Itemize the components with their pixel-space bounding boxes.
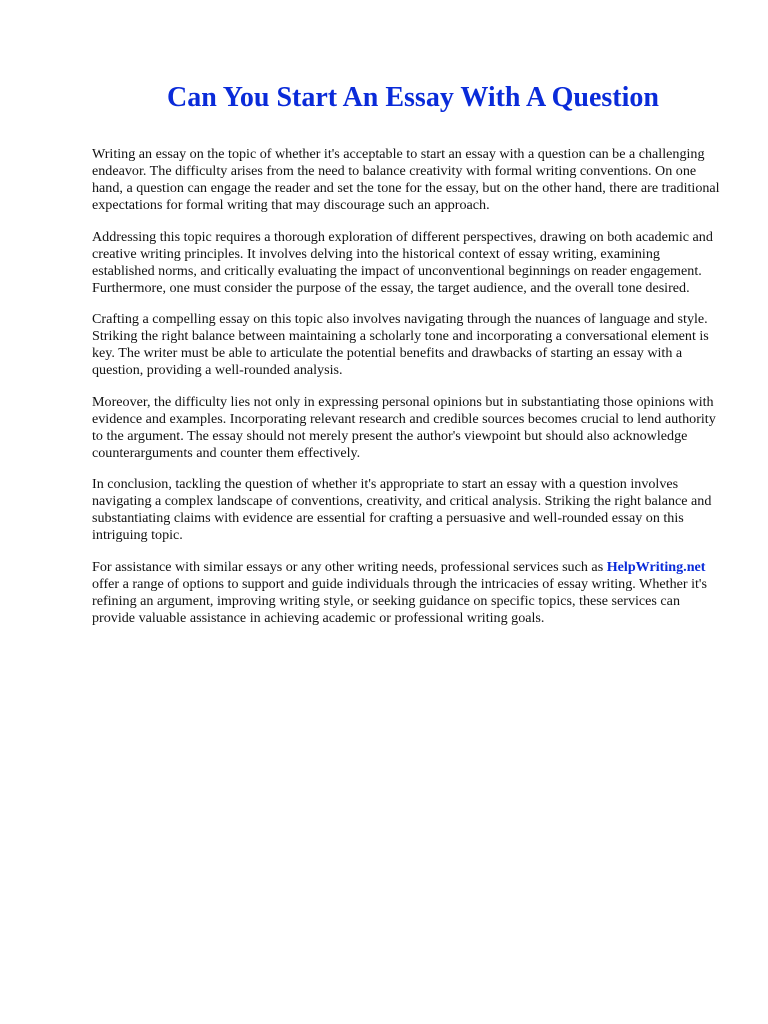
- helpwriting-link[interactable]: HelpWriting.net: [606, 558, 706, 575]
- assistance-text-before: For assistance with similar essays or any other writing needs, professional services such as: [92, 558, 607, 575]
- paragraph-evidence: Moreover, the difficulty lies not only in expressing personal opinions but in substantiating those opinions with evidence and examples. Incorporating relevant research and credible sources becomes crucial to lend authority to the argument. The essay should not merely present the author's viewpoint but should also acknowledge counterarguments and counter them effectively.: [92, 393, 716, 461]
- assistance-text-after: offer a range of options to support and guide individuals through the intricacies of essay writing. Whether it's refining an argument, improving writing style, or seeking guidance on specific topics, these services can provide valuable assistance in achieving academic or professional writing goals.: [92, 575, 707, 626]
- paragraph-intro: Writing an essay on the topic of whether it's acceptable to start an essay with a question can be a challenging endeavor. The difficulty arises from the need to balance creativity with formal writing conventions. On one hand, a question can engage the reader and set the tone for the essay, but on the other hand, there are traditional expectations for formal writing that may discourage such an approach.: [92, 146, 720, 213]
- paragraph-perspectives: Addressing this topic requires a thorough exploration of different perspectives, drawing on both academic and creative writing principles. It involves delving into the historical context of essay writing, examining established norms, and critically evaluating the impact of unconventional beginnings on reader engagement. Furthermore, one must consider the purpose of the essay, the target audience, and the overall tone desired.: [92, 228, 713, 296]
- paragraph-assistance: [92, 559, 724, 627]
- page-title: Can You Start An Essay With A Question: [167, 82, 659, 113]
- paragraph-conclusion: In conclusion, tackling the question of whether it's appropriate to start an essay with a question involves navigating a complex landscape of conventions, creativity, and critical analysis. Striking the right balance and substantiating claims with evidence are essential for crafting a persuasive and well-rounded essay on this intriguing topic.: [92, 476, 712, 543]
- paragraph-style: Crafting a compelling essay on this topic also involves navigating through the nuances of language and style. Striking the right balance between maintaining a scholarly tone and incorporating a conversational element is key. The writer must be able to articulate the potential benefits and drawbacks of starting an essay with a question, providing a well-rounded analysis.: [92, 311, 709, 378]
- document-body: [92, 146, 724, 641]
